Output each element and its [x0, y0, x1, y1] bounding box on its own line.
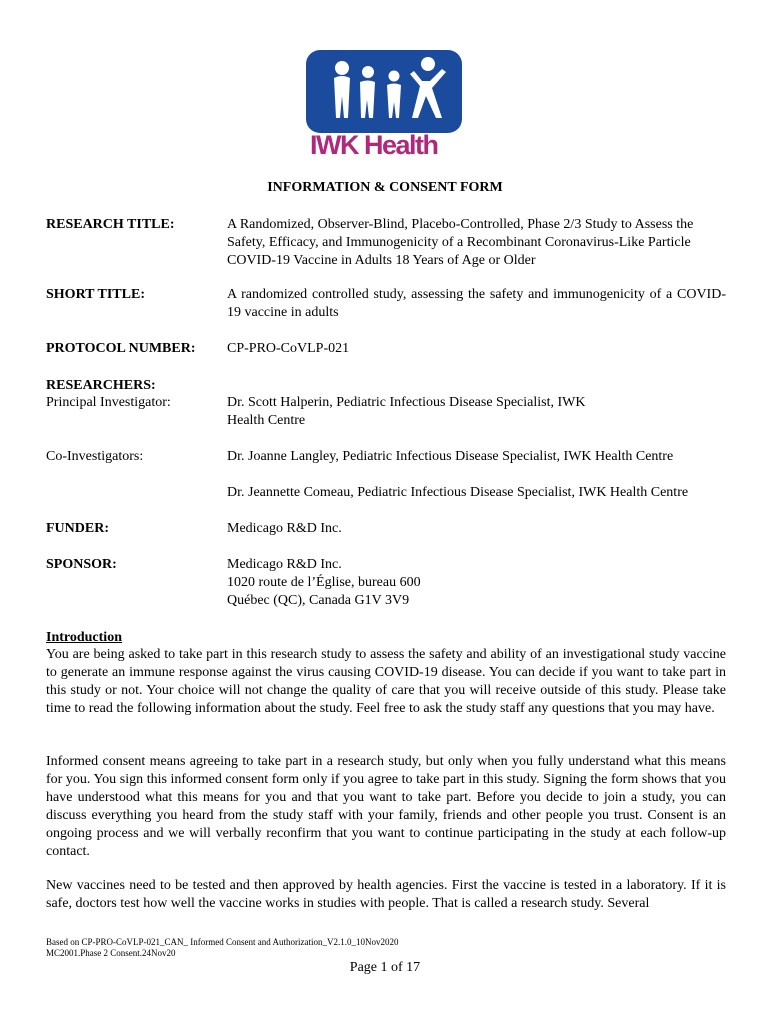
intro-paragraph-1: You are being asked to take part in this research study to assess the safety and ability of an investigational study vaccine to generate an immune response against the virus causing COVID-19 disease. You can decide if you want to take part in this study or not. Your choice will not change the quality of care that you will receive outside of this study. Please take time to read the following information about the study. Feel free to ask the study staff any questions that you may have.	[46, 647, 726, 716]
protocol-number-value: CP-PRO-CoVLP-021	[227, 341, 350, 356]
researchers-label: RESEARCHERS:	[46, 378, 156, 393]
principal-investigator-value: Dr. Scott Halperin, Pediatric Infectious Disease Specialist, IWK Health Centre	[227, 395, 586, 428]
co-investigator-1: Dr. Joanne Langley, Pediatric Infectious Disease Specialist, IWK Health Centre	[227, 449, 674, 464]
form-title: INFORMATION & CONSENT FORM	[267, 180, 503, 195]
sponsor-line-3: Québec (QC), Canada G1V 3V9	[227, 593, 410, 608]
short-title-value: A randomized controlled study, assessing the safety and immunogenicity of a COVID-19 vaccine in adults	[227, 287, 726, 320]
logo-wordmark: IWK Health	[310, 130, 438, 160]
funder-value: Medicago R&D Inc.	[227, 521, 342, 536]
short-title-label: SHORT TITLE:	[46, 287, 145, 302]
co-investigators-label: Co-Investigators:	[46, 449, 144, 464]
footer-version-line: MC2001.Phase 2 Consent.24Nov20	[46, 948, 176, 958]
protocol-number-label: PROTOCOL NUMBER:	[46, 341, 196, 356]
iwk-health-logo	[306, 50, 464, 162]
sponsor-line-2: 1020 route de l’Église, bureau 600	[227, 575, 421, 590]
introduction-heading: Introduction	[46, 630, 122, 645]
research-title-label: RESEARCH TITLE:	[46, 217, 175, 232]
intro-paragraph-3: New vaccines need to be tested and then approved by health agencies. First the vaccine is tested in a laboratory. If it is safe, doctors test how well the vaccine works in studies with people. That is called a research study. Several	[46, 878, 726, 911]
logo-figures-icon	[306, 50, 462, 133]
principal-investigator-label: Principal Investigator:	[46, 395, 171, 410]
sponsor-line-1: Medicago R&D Inc.	[227, 557, 342, 572]
funder-label: FUNDER:	[46, 521, 109, 536]
sponsor-label: SPONSOR:	[46, 557, 117, 572]
co-investigator-2: Dr. Jeannette Comeau, Pediatric Infectious Disease Specialist, IWK Health Centre	[227, 485, 689, 500]
document-footer	[46, 937, 398, 959]
footer-source-line: Based on CP-PRO-CoVLP-021_CAN_ Informed Consent and Authorization_V2.1.0_10Nov2020	[46, 937, 399, 947]
research-title-value: A Randomized, Observer-Blind, Placebo-Controlled, Phase 2/3 Study to Assess the Safety, Efficacy, and Immunogenicity of a Recombinant Coronavirus-Like Particle COVID-19 Vaccine in Adults 18 Years of Age or Older	[227, 217, 694, 268]
intro-paragraph-2: Informed consent means agreeing to take part in a research study, but only when you fully understand what this means for you. You sign this informed consent form only if you agree to take part in this study. Signing the form shows that you have understood what this means for you and that you want to take part. Before you decide to join a study, you can discuss everything you heard from the study staff with your family, friends and other people you trust. Consent is an ongoing process and we will verbally reconfirm that you want to continue participating in the study at each follow-up contact.	[46, 754, 726, 859]
page-number: Page 1 of 17	[349, 960, 421, 975]
